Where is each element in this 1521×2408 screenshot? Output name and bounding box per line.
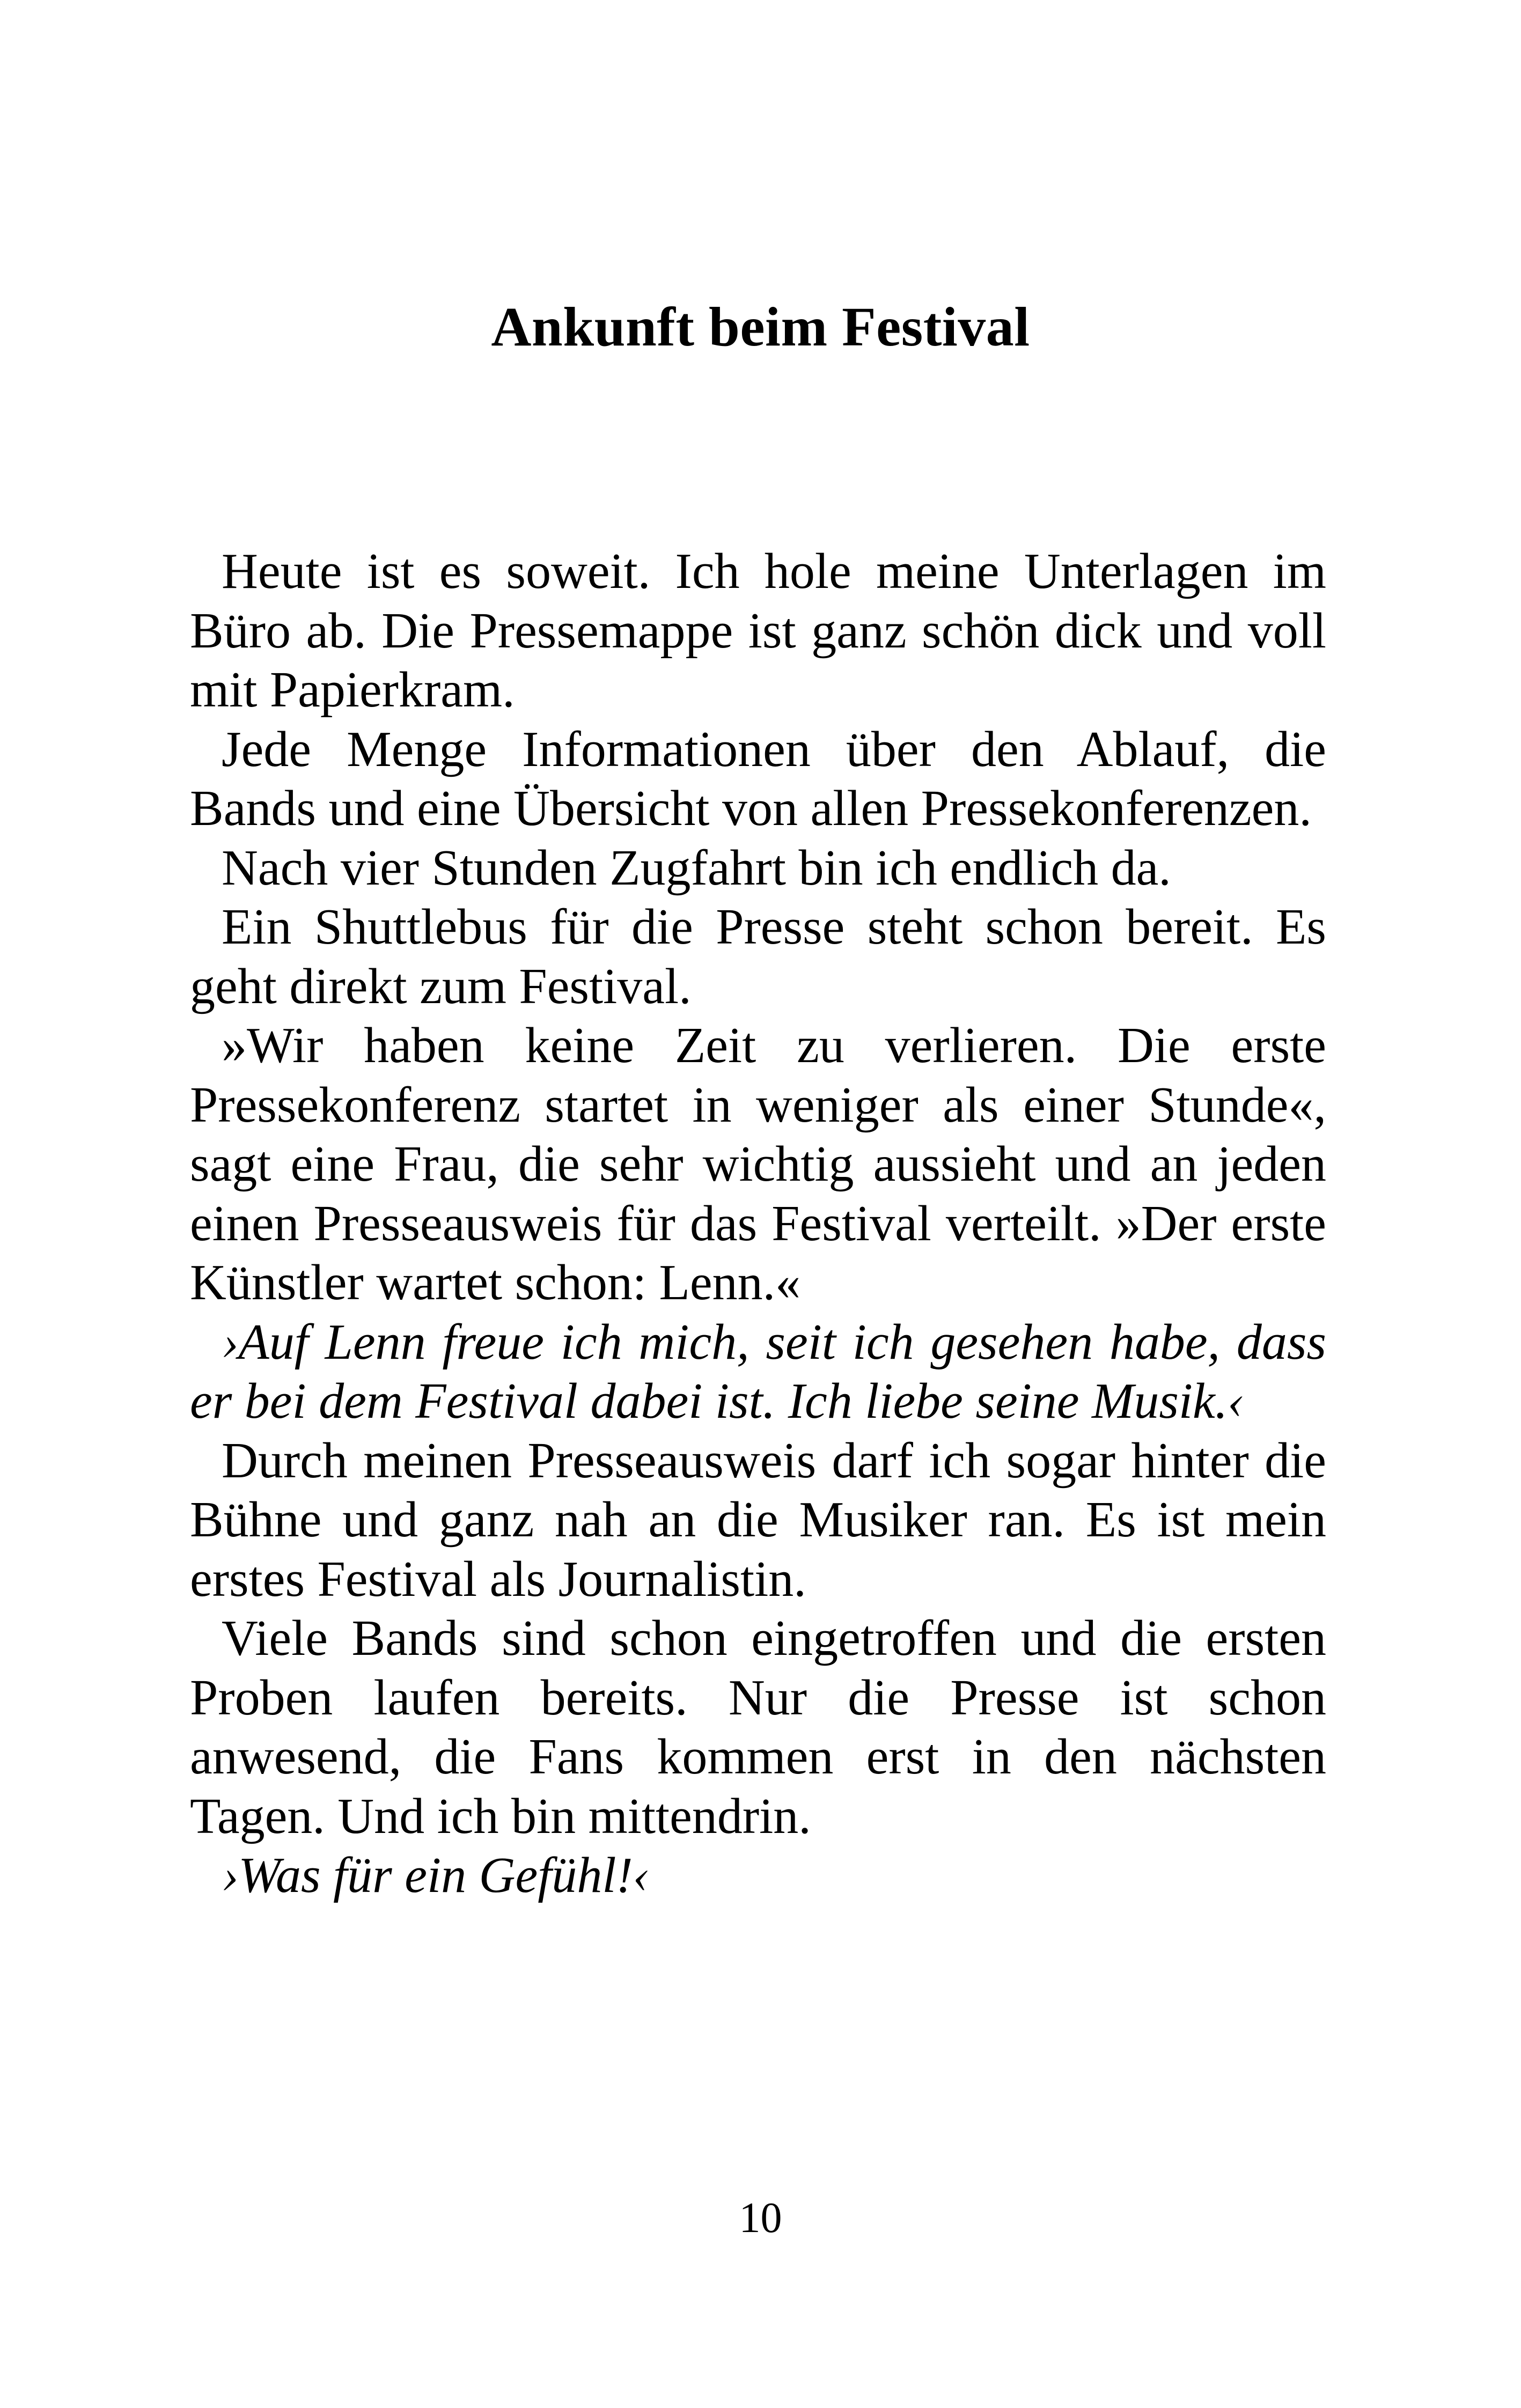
paragraph: Viele Bands sind schon eingetroffen und die ersten Proben laufen bereits. Nur die Presse ist schon anwesend, die Fans kommen erst in den nächsten Tagen. Und ich bin mittendrin. (190, 1610, 1326, 1844)
page-number: 10 (739, 2195, 782, 2242)
paragraph: Ein Shuttlebus für die Presse steht schon bereit. Es geht direkt zum Festival. (190, 899, 1326, 1014)
paragraph: Heute ist es soweit. Ich hole meine Unterlagen im Büro ab. Die Pressemappe ist ganz schön dick und voll mit Papierkram. (190, 543, 1326, 718)
thought-paragraph: ›Was für ein Gefühl!‹ (222, 1847, 650, 1903)
paragraph: Jede Menge Informationen über den Ablauf, die Bands und eine Übersicht von allen Pressekonferenzen. (190, 721, 1326, 836)
chapter-title: Ankunft beim Festival (491, 296, 1030, 358)
paragraph: »Wir haben keine Zeit zu verlieren. Die erste Pressekonferenz startet in weniger als einer Stunde«, sagt eine Frau, die sehr wichtig aussieht und an jeden einen Presseausweis für das Festival verteilt. »Der erste Künstler wartet schon: Lenn.« (190, 1018, 1326, 1310)
chapter-body (190, 542, 1326, 1905)
paragraph: Durch meinen Presseausweis darf ich sogar hinter die Bühne und ganz nah an die Musiker ran. Es ist mein erstes Festival als Journalistin. (190, 1432, 1326, 1607)
thought-paragraph: ›Auf Lenn freue ich mich, seit ich gesehen habe, dass er bei dem Festival dabei ist. Ich liebe seine Musik.‹ (190, 1314, 1326, 1429)
paragraph: Nach vier Stunden Zugfahrt bin ich endlich da. (222, 840, 1171, 896)
